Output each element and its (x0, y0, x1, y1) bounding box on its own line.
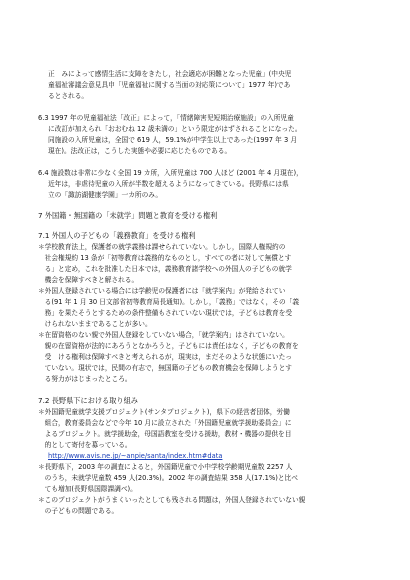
text-line: よるプロジェクト。就学援助金，母国語教室を受ける援助，教材・機器の提供を目 (38, 430, 292, 438)
text-line: 現在)。法改正は，こうした実態や必要に応じたものである。 (48, 147, 232, 155)
text-line: 機会を保障すべきと解される。 (38, 276, 139, 284)
text-line: 6.4 施設数は非常に少なく全国 19 カ所，入所児童は 700 人ほど (2001 年 4 月現在)， (38, 169, 303, 177)
text-line: る努力がはじまったところ。 (38, 375, 132, 383)
text-line: ＊学校教育法上，保護者の就学義務は課せられていない。しかし，国際人権規約の (38, 243, 286, 251)
text-line: 同施設の入所児童は，全国で 619 人，59.1%が中学生以上であった(1997 年 3 月 (48, 136, 298, 144)
project-link[interactable]: http://www.avis.ne.jp/~anpie/santa/index.htm#data (48, 452, 223, 460)
text-line: のうち，未就学児童数 459 人(20.3%)。2002 年の調査結果 358 人(17.1%)と比べ (38, 474, 298, 482)
text-line: 的として寄付を募っている。 (38, 441, 132, 449)
text-line: けられないままであることが多い。 (38, 320, 152, 328)
text-line: 童福祉審議会意見具申「児童福祉に関する当面の対応策について」1977 年)であ (48, 81, 291, 89)
text-line: 組合，教育委員会などで今年 10 月に設立された「外国籍児童就学援助委員会」に (38, 419, 292, 427)
subsection-heading: 7.1 外国人の子どもの「義務教育」を受ける権利 (38, 231, 196, 240)
text-line: 社会権規約 13 条が「初等教育は義務的なものとし，すべての者に対して無償とす (38, 254, 292, 262)
text-line: ＊外国人登録されている場合には学齢児の保護者には「就学案内」が発給されてい (38, 287, 286, 295)
section-heading: 7 外国籍・無国籍の「未就学」問題と教育を受ける権利 (38, 211, 218, 220)
text-line: る(91 年 1 月 30 日文部省初等教育局長通知)。しかし，「義務」ではなく，その「義 (38, 298, 300, 306)
text-line: に改訂が加えられ「おおむね 12 歳未満の」という限定がはずされることになった。 (48, 125, 302, 133)
text-line: の子どもの問題である。 (38, 507, 119, 515)
text-line: 立の「諏訪湖健康学園」一カ所のみ。 (48, 191, 163, 199)
text-line: るとされる。 (48, 92, 89, 100)
text-line: 6.3 1997 年の児童福祉法「改正」によって，「情緒障害児短期治療施設」の入所児童 (38, 114, 294, 122)
text-line: 務」を果たそうとするための条件整備もされていない現状では，子どもは教育を受 (38, 309, 293, 317)
text-line: 受 ける権利は保障すべきと考えられるが，現実は，まだそのような状態にいたっ (38, 353, 292, 361)
text-line: 正 みによって感情生活に支障をきたし，社会適応が困難となった児童」(中央児 (48, 70, 292, 78)
text-line: る」と定め，これを批准した日本では，義務教育諸学校への外国人の子どもの就学 (38, 265, 292, 273)
text-line: ＊長野県下，2003 年の調査によると，外国籍児童で小中学校学齢期児童数 2257 人 (38, 463, 293, 471)
subsection-heading: 7.2 長野県下における取り組み (38, 396, 138, 405)
text-line: ＊このプロジェクトがうまくいったとしても残される問題は，外国人登録されていない親 (38, 496, 306, 504)
text-line: ていない。現状では，民間の有志で，無国籍の子どもの教育機会を保障しようとす (38, 364, 292, 372)
text-line: ＊在留資格のない親で外国人登録をしていない場合，「就学案内」はされていない。 (38, 331, 289, 339)
text-line: 近年は，非虐待児童の入所が半数を超えるようになってきている。長野県には県 (48, 180, 289, 188)
text-line: ても増加(長野県国際課調べ)。 (38, 485, 137, 493)
text-line: 親の在留資格が法的にあろうとなかろうと，子どもには責任はなく，子どもの教育を (38, 342, 299, 350)
text-line: ＊外国籍児童就学支援プロジェクト(サンタプロジェクト)，県下の経営者団体，労働 (38, 408, 290, 416)
